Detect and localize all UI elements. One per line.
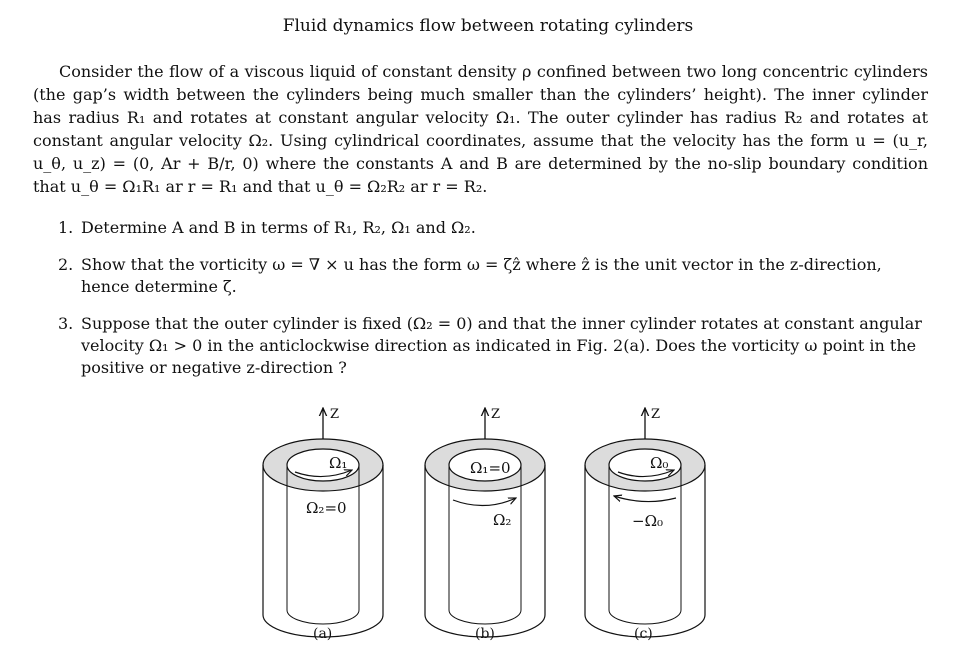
axis-label: Z [330,407,340,422]
rotation-arrow [453,498,516,506]
axis-label: Z [651,407,661,422]
intro-sentence: The inner cylinder has radius R₁ and rotates at constant angular velocity Ω₁. [33,85,929,127]
top-label: Ω₁ [329,454,348,472]
intro-sentence: Using cylindrical coordinates, assume that the velocity has the form u = (u_r, u_θ, u_z) = (0, Ar + B/r, 0) where the constants A and B are determined by the no-slip boundary condition that u_θ = Ω₁R₁ ar r = R₁ and that u_θ = Ω₂R₂ ar r = R₂. [33,131,928,196]
intro-sentence: Consider the flow of a viscous liquid of constant density ρ confined between two long concentric cylinders (the gap’s width between the cylinders being much smaller than the cylinders’ height). [33,62,928,104]
axis-label: Z [491,407,501,422]
rotation-arrow-outer [614,496,676,502]
figure-b [425,407,545,642]
top-label: Ω₀ [650,454,669,472]
figure-caption: (c) [634,626,653,642]
question-number: 3. [58,314,74,333]
figure-c [585,407,705,642]
top-label: Ω₁=0 [470,459,511,477]
question-text: Suppose that the outer cylinder is fixed (Ω₂ = 0) and that the inner cylinder rotates at constant angular velocity Ω₁ > 0 in the anticlockwise direction as indicated in Fig. 2(a). Does the vorticity ω point in the positive or negative z-direction ? [81,314,922,377]
figure-caption: (b) [475,626,495,642]
question-item [58,254,928,298]
cylinder-figures [0,400,976,646]
intro-paragraph [33,60,928,198]
side-label: −Ω₀ [632,512,664,530]
side-label: Ω₂=0 [306,499,347,517]
figure-a [263,407,383,642]
question-number: 2. [58,255,74,274]
question-item [58,313,928,379]
figure-caption: (a) [313,626,333,642]
question-list [58,217,928,394]
intro-sentence: The outer cylinder has radius R₂ and rotates at constant angular velocity Ω₂. [33,108,929,150]
question-item [58,217,928,239]
page-title: Fluid dynamics flow between rotating cylinders [282,16,694,36]
side-label: Ω₂ [493,511,512,529]
question-number: 1. [58,218,74,237]
question-text: Show that the vorticity ω = ∇ × u has the form ω = ζẑ where ẑ is the unit vector in the z-direction, hence determine ζ. [81,255,882,296]
question-text: Determine A and B in terms of R₁, R₂, Ω₁ and Ω₂. [81,218,476,237]
